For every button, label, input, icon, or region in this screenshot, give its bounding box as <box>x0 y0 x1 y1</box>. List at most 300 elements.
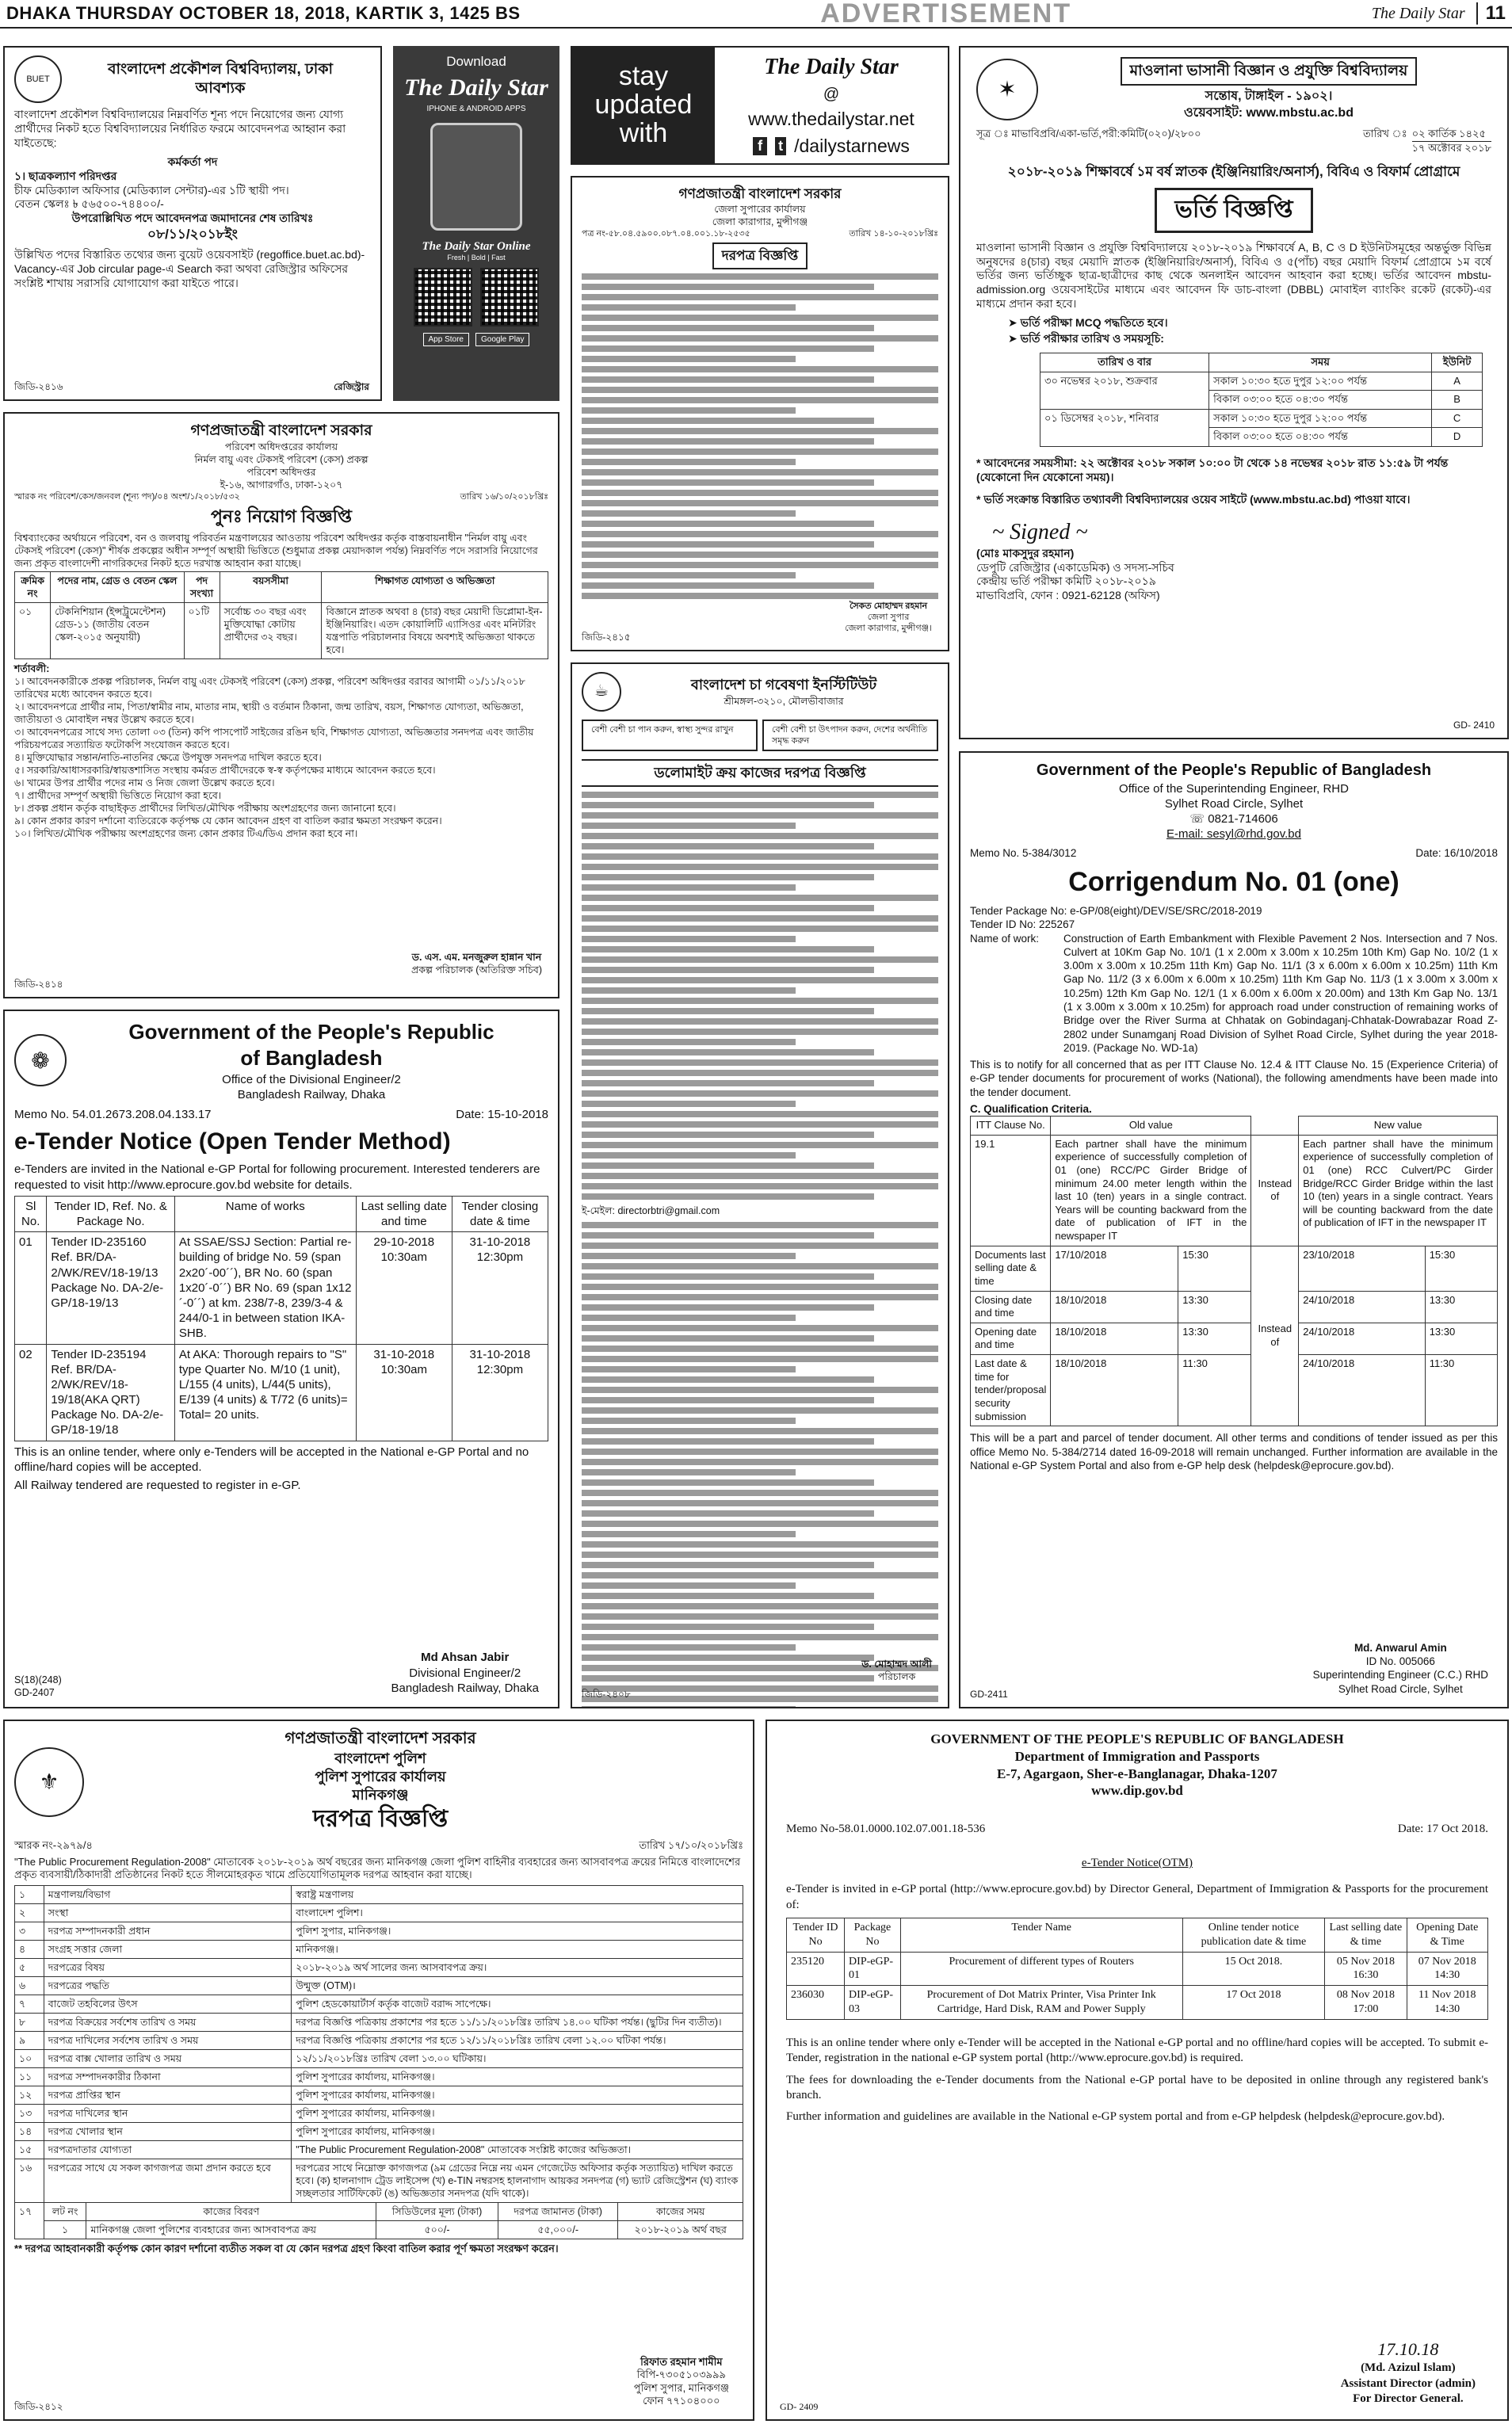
table-cell: 13:30 <box>1178 1291 1251 1323</box>
jail-signer-title: জেলা সুপার <box>867 612 910 622</box>
mbstu-date-2: ১৭ অক্টোবর ২০১৮ <box>1411 141 1491 154</box>
dip-web[interactable]: www.dip.gov.bd <box>1091 1783 1183 1799</box>
doe-intro: বিশ্বব্যাংকের অর্থায়নে পরিবেশ, বন ও জলবায়ু পরিবর্তন মন্ত্রণালয়ের আওতায় পরিবেশ অধিদপ্তর কর্তৃক বাস্তবায়নাধীন "নির্মল বায়ু এবং টেকসই পরিবেশ (কেস)" শীর্ষক প্রকল্পের অধীন সম্পূর্ণ অস্থায়ী ভিত্তিতে (শুধুমাত্র প্রকল্প মেয়াদকাল পর্যন্ত) নিম্নবর্ণিত পদে সরাসরি নিয়োগের জন্য প্রকৃত বাংলাদেশী নাগরিকদের নিকট হতে দরখাস্ত আহবান করা যাচ্ছে। <box>14 532 538 569</box>
table-cell: ৮ <box>15 2013 44 2031</box>
table-cell: ১ <box>15 1885 44 1903</box>
table-cell: 19.1 <box>971 1135 1051 1246</box>
table-cell: 24/10/2018 <box>1299 1355 1425 1426</box>
dip-signer-for: For Director General. <box>1353 2392 1464 2405</box>
table-cell: ১৫ <box>15 2140 44 2159</box>
rail-signer-org: Bangladesh Railway, Dhaka <box>391 1681 539 1695</box>
mbstu-signer-org: মাভাবিপ্রবি, ফোন : 0921-62128 (অফিস) <box>976 589 1160 602</box>
ad-stay-updated <box>571 46 949 165</box>
table-header-cell: Last selling date & time <box>1325 1918 1407 1952</box>
table-cell: 18/10/2018 <box>1051 1355 1178 1426</box>
mbstu-bullet-2: ➤ ভর্তি পরীক্ষার তারিখ ও সময়সূচি: <box>1008 332 1164 345</box>
mbstu-web: ওয়েবসাইট: www.mbstu.ac.bd <box>1184 105 1354 120</box>
table-cell: ৬ <box>15 1976 44 1995</box>
masthead-brand: The Daily Star <box>1371 4 1465 22</box>
header-right <box>1372 2 1506 25</box>
buet-header <box>14 55 371 103</box>
table-cell: ৫ <box>15 1958 44 1976</box>
mbstu-logo-icon: ✶ <box>976 59 1038 120</box>
table-header-cell: Tender ID No <box>787 1918 845 1952</box>
table-row <box>15 2049 743 2067</box>
table-header <box>15 571 548 602</box>
police-signer-title: পুলিশ সুপার, মানিকগঞ্জ <box>633 2381 729 2394</box>
rhd-name-label: Name of work: <box>970 932 1040 945</box>
ad-mbstu <box>959 46 1509 739</box>
buet-logo-icon: BUET <box>14 55 62 103</box>
table-cell: B <box>1432 391 1483 410</box>
police-table <box>14 1885 743 2203</box>
police-title: গণপ্রজাতন্ত্রী বাংলাদেশ সরকার <box>284 1730 476 1747</box>
table-cell: ১৭ <box>15 2202 44 2239</box>
table-header-cell: Old value <box>1051 1117 1251 1136</box>
mbstu-code: GD- 2410 <box>1453 719 1495 731</box>
table-cell: ০১ ডিসেম্বর ২০১৮, শনিবার <box>1040 409 1209 446</box>
stay-line-1: stay <box>618 61 669 92</box>
jail-line-2: জেলা কারাগার, মুন্সীগঞ্জ <box>712 216 808 227</box>
ad-buet <box>3 46 382 401</box>
list-item: ৯। কোন প্রকার কারণ দর্শানো ব্যতিরেকে কর্তৃপক্ষ যে কোন আবেদন গ্রহণ বা বাতিল করার ক্ষমতা সংরক্ষণ করেন। <box>14 815 442 826</box>
table-header-cell: Package No <box>845 1918 901 1952</box>
jail-title: গণপ্রজাতন্ত্রী বাংলাদেশ সরকার <box>678 186 842 201</box>
ad-dorpotro-jail <box>571 176 949 651</box>
table-row <box>971 1323 1498 1354</box>
police-line-2: পুলিশ সুপারের কার্যালয় <box>315 1768 446 1785</box>
dip-p2: The fees for downloading the e-Tender documents from the National e-GP portal have to be deposited in online through any registered bank's branch. <box>786 2073 1488 2101</box>
table-header <box>971 1117 1498 1136</box>
doe-cond-title: শর্তাবলী: <box>14 662 50 674</box>
table-row <box>15 2031 743 2049</box>
table-cell: 11:30 <box>1425 1355 1497 1426</box>
table-cell: DIP-eGP-01 <box>845 1952 901 1986</box>
dip-heading: e-Tender Notice(OTM) <box>1081 1857 1193 1870</box>
buet-deadline: ০৮/১১/২০১৮ইং <box>147 227 238 242</box>
table-cell: বাংলাদেশ পুলিশ। <box>292 1903 743 1922</box>
table-cell: মানিকগঞ্জ জেলা পুলিশের ব্যবহারের জন্য আসবাবপত্র ক্রয় <box>86 2220 376 2239</box>
table-cell: ১৪ <box>15 2122 44 2140</box>
table-row <box>15 2104 743 2122</box>
doe-post-table <box>14 571 548 659</box>
table-header-cell: Last selling date and time <box>356 1196 452 1231</box>
buet-deadline-label: উপরোল্লিখিত পদে আবেদনপত্র জমাদানের শেষ তারিখঃ <box>71 212 314 225</box>
tea-slogan-2: বেশী বেশী চা উৎপাদন করুন, দেশের অর্থনীতি সমৃদ্ধ করুন <box>762 720 938 751</box>
table-header-cell: Tender Name <box>900 1918 1182 1952</box>
table-cell: দরপত্রের পদ্ধতি <box>44 1976 291 1995</box>
buet-scale: বেতন স্কেলঃ ৳ ৫৬৫০০-৭৪৪০০/- <box>14 197 164 211</box>
table-cell: বাজেট তহবিলের উৎস <box>44 1995 291 2013</box>
rhd-package: Tender Package No: e-GP/08(eight)/DEV/SE/SRC/2018-2019 <box>970 905 1262 918</box>
rhd-date: Date: 16/10/2018 <box>1415 847 1498 860</box>
table-cell: 236030 <box>787 1986 845 2020</box>
table-header-cell: দরপত্র জামানত (টাকা) <box>498 2202 618 2220</box>
tea-signer-title: পরিচালক <box>877 1671 916 1682</box>
rail-memo: Memo No. 54.01.2673.208.04.133.17 <box>14 1107 212 1121</box>
jail-heading: দরপত্র বিজ্ঞপ্তি <box>712 242 808 269</box>
list-item: ১। আবেদনকারীকে প্রকল্প পরিচালক, নির্মল বায়ু এবং টেকসই পরিবেশ (কেস) প্রকল্প, পরিবেশ অধিদপ্তর বরাবর আগামী ০১/১১/২০১৮ তারিখের মধ্যে আবেদন করতে হবে। <box>14 675 525 700</box>
jail-signer-org: জেলা কারাগার, মুন্সীগঞ্জ। <box>845 623 932 633</box>
mbstu-note-1: * আবেদনের সময়সীমা: ২২ অক্টোবর ২০১৮ সকাল ১০:০০ টা থেকে ১৪ নভেম্বর ২০১৮ রাত ১১:৫৯ টা পর্যন্ত (যেকোনো দিন যেকোনো সময়)। <box>976 456 1449 484</box>
table-cell: ২ <box>15 1903 44 1922</box>
table-header-cell: Sl No. <box>15 1196 47 1231</box>
tea-table-lines-2 <box>582 1222 938 1708</box>
doe-line-2: নির্মল বায়ু এবং টেকসই পরিবেশ (কেস) প্রকল্প <box>194 454 368 466</box>
table-cell: বিজ্ঞানে স্নাতক অথবা ৪ (চার) বছর মেয়াদী ডিপ্লোমা-ইন-ইঞ্জিনিয়ারিং। এতদ কোয়ালিটি এ্যাসিওর এবং মনিটরিং যন্ত্রপাতি পরিচালনার বিষয়ে অবশ্যই অভিজ্ঞতা থাকতে হবে। <box>322 602 548 658</box>
rail-office-1: Office of the Divisional Engineer/2 <box>222 1072 401 1086</box>
table-cell: At AKA: Thorough repairs to "S" type Quarter No. M/10 (1 unit), L/155 (4 units), L/44(5 units), E/139 (4 units) & T/72 (6 units)= Total= 20 units. <box>174 1344 356 1441</box>
table-cell: দরপত্রের সাথে যে সকল কাগজপত্র জমা প্রদান করতে হবে <box>44 2159 291 2202</box>
table-cell: ২০১৮-২০১৯ অর্থ সালের জন্য আসবাবপত্র ক্রয়। <box>292 1958 743 1976</box>
table-cell: ১২/১১/২০১৮খ্রিঃ তারিখ বেলা ১৩.০০ ঘটিকায়। <box>292 2049 743 2067</box>
table-header-cell: কাজের বিবরণ <box>86 2202 376 2220</box>
table-header-cell: ইউনিট <box>1432 353 1483 372</box>
table-cell: Tender ID-235160 Ref. BR/DA-2/WK/REV/18-19/13 Package No. DA-2/e-GP/18-19/13 <box>47 1232 175 1344</box>
table-row <box>787 1952 1488 1986</box>
table-cell: 01 <box>15 1232 47 1344</box>
table-cell: দরপত্রের সাথে নিম্নোক্ত কাগজপত্র (৯ম গ্রেডের নিম্নে নয় এমন গেজেটেড অফিসার কর্তৃক সত্যায়িত) দাখিল করতে হবে। (ক) হালনাগাদ ট্রেড লাইসেন্স (খ) e-TIN নম্বরসহ হালনাগাদ আয়কর সনদপত্র (গ) ভ্যাট রেজিস্ট্রেশন (ঘ) ব্যাংক সচ্ছলতার সার্টিফিকেট (ঙ) অভিজ্ঞতার সনদপত্র (যদি থাকে)। <box>292 2159 743 2202</box>
table-cell: টেকনিশিয়ান (ইন্সট্রুমেন্টেশন) গ্রেড-১১ (জাতীয় বেতন স্কেল-২০১৫ অনুযায়ী) <box>51 602 184 658</box>
dip-sig-date: 17.10.18 <box>1377 2339 1439 2360</box>
doe-date: তারিখ ১৬/১০/২০১৮খ্রিঃ <box>460 492 548 502</box>
table-row <box>971 1355 1498 1426</box>
table-row <box>15 1885 743 1903</box>
buet-post: চীফ মেডিক্যাল অফিসার (মেডিক্যাল সেন্টার)-এর ১টি স্থায়ী পদ। <box>14 183 289 197</box>
buet-sign: রেজিস্ট্রার <box>334 380 369 392</box>
tea-title: বাংলাদেশ চা গবেষণা ইনস্টিটিউট <box>690 677 877 693</box>
table-cell: 17 Oct 2018 <box>1182 1986 1325 2020</box>
table-cell: Closing date and time <box>971 1291 1051 1323</box>
table-cell: দরপত্র বাক্স খোলার তারিখ ও সময় <box>44 2049 291 2067</box>
rhd-signer-id: ID No. 005066 <box>1365 1655 1435 1668</box>
buet-dept: কর্মকর্তা পদ <box>167 155 218 168</box>
jail-date: তারিখ ১৪-১০-২০১৮খ্রিঃ <box>849 228 938 239</box>
table-cell: উন্মুক্ত (OTM)। <box>292 1976 743 1995</box>
table-cell: দরপত্র সম্পাদনকারী প্রধান <box>44 1922 291 1940</box>
list-item: ২। আবেদনপত্রে প্রার্থীর নাম, পিতা/স্বামীর নাম, মাতার নাম, স্থায়ী ও বর্তমান ঠিকানা, জন্ম তারিখ, বয়স, শিক্ষাগত যোগ্যতা, অভিজ্ঞতা, জাতীয়তা ও মোবাইল নম্বর উল্লেখ করতে হবে। <box>14 700 524 725</box>
list-item: ৪। মুক্তিযোদ্ধার সন্তান/নাতি-নাতনির ক্ষেত্রে উপযুক্ত সনদপত্র দাখিল করতে হবে। <box>14 751 322 763</box>
rhd-tender-id: Tender ID No: 225267 <box>970 918 1075 931</box>
mbstu-title: মাওলানা ভাসানী বিজ্ঞান ও প্রযুক্তি বিশ্ববিদ্যালয় <box>1121 57 1418 86</box>
table-header <box>787 1918 1488 1952</box>
dateline: DHAKA THURSDAY OCTOBER 18, 2018, KARTIK 3, 1425 BS <box>6 3 521 23</box>
jail-memo: পত্র নং-৫৮.০৪.৫৯০০.০৮৭.০৪.০০১.১৮-২৫৩৫ <box>582 228 750 239</box>
table-row <box>15 1940 743 1958</box>
table-header-cell: তারিখ ও বার <box>1040 353 1209 372</box>
table-cell: 29-10-2018 10:30am <box>356 1232 452 1344</box>
rhd-criteria: C. Qualification Criteria. <box>970 1102 1092 1115</box>
table-cell: দরপত্র বিজ্ঞপ্তি পত্রিকায় প্রকাশের পর হতে ১২/১১/২০১৮খ্রিঃ তারিখ বেলা ১২.০০ ঘটিকা পর্যন্ত। <box>292 2031 743 2049</box>
table-cell: দরপত্র খোলার স্থান <box>44 2122 291 2140</box>
table-cell: বিকাল ০৩:০০ হতে ০৪:৩০ পর্যন্ত <box>1209 391 1432 410</box>
table-cell: Documents last selling date & time <box>971 1246 1051 1291</box>
police-signer-phone: ফোন ৭৭১০৪০০০ <box>643 2395 720 2407</box>
table-header-cell: Name of works <box>174 1196 356 1231</box>
stay-line-2: updated <box>594 90 693 120</box>
stay-at: @ <box>823 85 840 103</box>
table-cell: ১০ <box>15 2049 44 2067</box>
table-cell: ০১ <box>15 602 51 658</box>
table-cell: দরপত্র বিক্রয়ের সর্বশেষ তারিখ ও সময় <box>44 2013 291 2031</box>
list-item: ৬। খামের উপর প্রার্থীর পদের নাম ও নিজ জেলা উল্লেখ করতে হবে। <box>14 777 275 788</box>
table-cell: Procurement of Dot Matrix Printer, Visa Printer Ink Cartridge, Hard Disk, RAM and Power Supply <box>900 1986 1182 2020</box>
mbstu-note-2: * ভর্তি সংক্রান্ত বিস্তারিত তথ্যাবলী বিশ্ববিদ্যালয়ের ওয়েব সাইটে (www.mbstu.ac.bd) পাওয়া যাবে। <box>976 492 1411 506</box>
table-row <box>15 2159 743 2202</box>
table-cell: মন্ত্রণালয়/বিভাগ <box>44 1885 291 1903</box>
tea-code: জিডি-২৪০৮ <box>582 1688 631 1700</box>
table-cell: 15:30 <box>1178 1246 1251 1291</box>
mbstu-place: সন্তোষ, টাঙ্গাইল - ১৯০২। <box>1205 90 1333 104</box>
app-store-badge[interactable]: App Store <box>423 333 469 346</box>
buet-title: বাংলাদেশ প্রকৌশল বিশ্ববিদ্যালয়, ঢাকা <box>107 60 334 78</box>
stay-url[interactable]: www.thedailystar.net <box>748 109 914 130</box>
doe-code: জিডি-২৪১৪ <box>14 978 63 990</box>
table-cell: Opening date and time <box>971 1323 1051 1354</box>
table-cell: 11 Nov 2018 14:30 <box>1407 1986 1488 2020</box>
table-row <box>1040 409 1483 428</box>
doe-line-1: পরিবেশ অধিদপ্তরের কার্যালয় <box>224 441 338 453</box>
stay-social[interactable]: /dailystarnews <box>794 135 910 156</box>
table-row <box>15 1995 743 2013</box>
table-cell: 23/10/2018 <box>1299 1246 1425 1291</box>
stay-left <box>572 48 715 163</box>
table-cell: DIP-eGP-03 <box>845 1986 901 2020</box>
table-header-cell: লট নং <box>44 2202 86 2220</box>
table-cell: দরপত্র সম্পাদনকারীর ঠিকানা <box>44 2067 291 2086</box>
rhd-email[interactable]: E-mail: sesyl@rhd.gov.bd <box>1166 827 1301 842</box>
table-header-cell: ক্রমিক নং <box>15 571 51 602</box>
qr-code-ios-icon <box>414 268 472 326</box>
doe-title: গণপ্রজাতন্ত্রী বাংলাদেশ সরকার <box>190 422 372 439</box>
ad-railway-tender <box>3 1010 559 1708</box>
police-signer: রিফাত রহমান শামীম <box>640 2355 723 2368</box>
page-number: 11 <box>1476 2 1506 25</box>
rhd-heading: Corrigendum No. 01 (one) <box>1068 866 1399 897</box>
table-cell: পুলিশ হেডকোয়ার্টার্স কর্তৃক বাজেট বরাদ্দ সাপেক্ষে। <box>292 1995 743 2013</box>
dip-signer: (Md. Azizul Islam) <box>1361 2361 1456 2375</box>
dip-signer-title: Assistant Director (admin) <box>1340 2376 1476 2390</box>
stay-brand: The Daily Star <box>764 54 899 79</box>
mbstu-signer-title: ডেপুটি রেজিস্ট্রার (একাডেমিক) ও সদস্য-সচিব <box>976 560 1174 574</box>
table-header-cell: Tender ID, Ref. No. & Package No. <box>47 1196 175 1231</box>
table-cell: ৪ <box>15 1940 44 1958</box>
table-cell: সকাল ১০:৩০ হতে দুপুর ১২:০০ পর্যন্ত <box>1209 409 1432 428</box>
list-item: ৭। প্রার্থীদের সম্পূর্ণ অস্থায়ী ভিত্তিতে নিয়োগ করা হবে। <box>14 789 222 801</box>
table-header-cell: কাজের সময় <box>618 2202 743 2220</box>
police-heading: দরপত্র বিজ্ঞপ্তি <box>312 1805 449 1832</box>
table-cell: 08 Nov 2018 17:00 <box>1325 1986 1407 2020</box>
dip-dept: Department of Immigration and Passports <box>1014 1748 1260 1764</box>
rail-signer-title: Divisional Engineer/2 <box>409 1666 521 1680</box>
police-line-1: বাংলাদেশ পুলিশ <box>334 1750 426 1766</box>
police-lot-table <box>14 2202 743 2239</box>
table-cell: 02 <box>15 1344 47 1441</box>
table-header-cell: New value <box>1299 1117 1498 1136</box>
table-row <box>1040 372 1483 391</box>
rhd-signer-title: Superintending Engineer (C.C.) RHD <box>1312 1669 1488 1682</box>
rhd-para: This is to notify for all concerned that as per ITT Clause No. 12.4 & ITT Clause No. 15 (Experience Criteria) of e-GP tender documents for procurement of works (National), the following amendments have been made into the tender document. <box>970 1059 1498 1098</box>
table-cell: সর্বোচ্চ ৩০ বছর এবং মুক্তিযোদ্ধা কোটায় প্রার্থীদের ৩২ বছর। <box>220 602 322 658</box>
rail-code-2: GD-2407 <box>14 1687 55 1698</box>
table-header-cell: Tender closing date & time <box>452 1196 548 1231</box>
table-cell: A <box>1432 372 1483 391</box>
tea-table-lines <box>582 792 938 1200</box>
table-cell: Last date & time for tender/proposal security submission <box>971 1355 1051 1426</box>
doe-line-3: পরিবেশ অধিদপ্তর <box>246 467 316 479</box>
table-cell: 15:30 <box>1425 1246 1497 1291</box>
section-title: ADVERTISEMENT <box>820 0 1072 29</box>
dip-memo: Memo No-58.01.0000.102.07.001.18-536 <box>786 1823 986 1835</box>
table-cell: দরপত্র বিজ্ঞপ্তি পত্রিকায় প্রকাশের পর হতে ১১/১১/২০১৮খ্রিঃ তারিখ ১৪.০০ ঘটিকা পর্যন্ত। (ছুটির দিন ব্যতীত)। <box>292 2013 743 2031</box>
dip-p1: This is an online tender where only e-Tender will be accepted in the National e-GP portal and no offline/hard copies will be accepted. To submit e-Tender, registration in the national e-GP system portal (http://www.eprocure.gov.bd) is required. <box>786 2037 1488 2065</box>
rhd-foot: This will be a part and parcel of tender document. All other terms and conditions of tender issued as per this office Memo No. 5-384/2714 dated 16-09-2018 will remain unchanged. Further information are available in the National e-GP System Portal and also from e-GP help desk (helpdesk@eprocure.gov.bd). <box>970 1432 1498 1472</box>
ad-rhd-corrigendum <box>959 751 1509 1708</box>
rhd-office-1: Office of the Superintending Engineer, RHD <box>1119 781 1349 796</box>
table-cell: ১ <box>44 2220 86 2239</box>
rail-code-1: S(18)(248) <box>14 1674 62 1685</box>
dip-addr: E-7, Agargaon, Sher-e-Banglanagar, Dhaka-1207 <box>997 1766 1277 1781</box>
buet-code: জিডি-২৪১৬ <box>14 380 63 392</box>
table-cell: 15 Oct 2018. <box>1182 1952 1325 1986</box>
table-cell: 13:30 <box>1178 1323 1251 1354</box>
google-play-badge[interactable]: Google Play <box>475 333 529 346</box>
table-cell: দরপত্র প্রাপ্তির স্থান <box>44 2086 291 2104</box>
table-cell: বিকাল ০৩:০০ হতে ০৪:৩০ পর্যন্ত <box>1209 428 1432 447</box>
table-cell: 17/10/2018 <box>1051 1246 1178 1291</box>
table-header-cell: শিক্ষাগত যোগ্যতা ও অভিজ্ঞতা <box>322 571 548 602</box>
police-footnote: ** দরপত্র আহবানকারী কর্তৃপক্ষ কোন কারণ দর্শানো ব্যতীত সকল বা যে কোন দরপত্র গ্রহণ কিংবা বাতিল করার পূর্ণ ক্ষমতা সংরক্ষণ করেন। <box>14 2242 559 2254</box>
mbstu-bullet-1: ➤ ভর্তি পরীক্ষা MCQ পদ্ধতিতে হবে। <box>1008 316 1168 330</box>
table-cell: 24/10/2018 <box>1299 1291 1425 1323</box>
buet-subtitle: আবশ্যক <box>195 80 246 97</box>
jail-line-1: জেলা সুপারের কার্যালয় <box>714 203 806 215</box>
table-cell: সংগ্রহ সত্তার জেলা <box>44 1940 291 1958</box>
tea-signer: ড. মোহাম্মদ আলী <box>861 1659 932 1670</box>
rail-tender-table <box>14 1196 548 1441</box>
dip-tender-table <box>786 1918 1488 2020</box>
table-cell: দরপত্রের বিষয় <box>44 1958 291 1976</box>
jail-code: জিডি-২৪১৫ <box>582 631 631 643</box>
table-row <box>15 2013 743 2031</box>
table-cell: সংস্থা <box>44 1903 291 1922</box>
table-cell: 11:30 <box>1178 1355 1251 1426</box>
rhd-memo: Memo No. 5-384/3012 <box>970 847 1077 860</box>
facebook-icon[interactable]: f <box>753 137 767 155</box>
dip-intro: e-Tender is invited in e-GP portal (http://www.eprocure.gov.bd) by Director General, Department of Immigration & Passports for the procurement of: <box>786 1883 1488 1911</box>
jail-signer: সৈকত মোহাম্মদ রহমান <box>849 601 928 611</box>
doe-signer: ড. এস. এম. মনজুরুল হান্নান খান <box>411 952 542 963</box>
table-header-cell: পদ সংখ্যা <box>184 571 220 602</box>
app-platform: IPHONE & ANDROID APPS <box>426 105 526 113</box>
mbstu-date-1: ০২ কার্তিক ১৪২৫ <box>1412 128 1491 142</box>
table-header-cell: Online tender notice publication date & time <box>1182 1918 1325 1952</box>
mbstu-body: মাওলানা ভাসানী বিজ্ঞান ও প্রযুক্তি বিশ্ববিদ্যালয়ে ২০১৮-২০১৯ শিক্ষাবর্ষে A, B, C ও D ইউনিটসমূহের অন্তর্ভুক্ত বিভিন্ন অনুষদের ৪(চার) বছর মেয়াদি স্নাতক (ইঞ্জিনিয়ারিং/অনার্স), বিবিএ ও ৫(পাঁচ) বছর মেয়াদি বিফার্ম প্রোগ্রামে ১ম বর্ষে ভর্তির জন্য ভর্তিচ্ছুক ছাত্র-ছাত্রীদের কাছ থেকে অনলাইন আবেদন আহবান করা হচ্ছে। ভর্তির আবেদন mbstu-admission.org ওয়েবসাইটের মাধ্যমে এবং আবেদন ফি ডাচ-বাংলা (DBBL) মোবাইল ব্যাংকিং রকেট (রকেট)-এর মাধ্যমে প্রদান করা হবে। <box>976 240 1491 311</box>
table-cell: ৩০ নভেম্বর ২০১৮, শুক্রবার <box>1040 372 1209 409</box>
rail-signer: Md Ahsan Jabir <box>421 1651 510 1665</box>
table-row <box>971 1291 1498 1323</box>
table-row <box>15 2220 743 2239</box>
rhd-office-2: Sylhet Road Circle, Sylhet <box>1164 796 1304 811</box>
app-tagline: Fresh | Bold | Fast <box>447 254 506 261</box>
buet-intro: বাংলাদেশ প্রকৌশল বিশ্ববিদ্যালয়ের নিম্নবর্ণিত শূন্য পদে নিয়োগের জন্য যোগ্য প্রার্থীদের নিকট হতে বিশ্ববিদ্যালয়ের নির্ধারিত ফরমে আবেদনপত্র আহ্বান করা যাইতেছে: <box>14 108 346 149</box>
table-cell: ১২ <box>15 2086 44 2104</box>
table-row <box>15 602 548 658</box>
table-cell: সকাল ১০:৩০ হতে দুপুর ১২:০০ পর্যন্ত <box>1209 372 1432 391</box>
table-cell: ৭ <box>15 1995 44 2013</box>
doe-line-4: ই-১৬, আগারগাঁও, ঢাকা-১২০৭ <box>220 479 343 491</box>
police-memo: স্মারক নং-২৯৭৯/৪ <box>14 1839 93 1852</box>
rhd-title: Government of the People's Republic of Bangladesh <box>1036 762 1432 779</box>
rhd-phone-row <box>970 811 1498 826</box>
table-cell: 07 Nov 2018 14:30 <box>1407 1952 1488 1986</box>
mbstu-ref: সূত্র ঃ মাভাবিপ্রবি/একা-ভর্তি,পরী:কমিটি(০২০)/২৮০০ <box>976 128 1201 140</box>
table-cell: Instead of <box>1251 1135 1299 1246</box>
rhd-name-text: Construction of Earth Embankment with Flexible Pavement 2 Nos. Intersection and 7 Nos. Culvert at 10Km Gap No. 10/1 (1 x 2.00m x 3.00m x 10.25m 10th Km) Gap No. 10/2 (1 x 3.00m x 3.00m x 10.25m 11th Km) Gap No. 11/1 (3 x 6.00m x 6.00m x 10.25m) 11th Km Gap No. 11/2 (3 x 6.00m x 6.00m x 10.25m) 11th Km Gap No. 11/3 (1 x 3.00m x 3.00m x 10.25m) 12th Km Gap No. 12/1 (1 x 6.00m x 6.00m x 20.00m) and 13th Km Gap No. 13/1 (1 x 3.00m x 3.00m x 10.25m) for approach road under construction of remaining works of Bridge over the River Surma at Chhatak on Gobindaganj-Chhatak-Dowrabazar Road Z-2802 under Sunamganj Road Division of Sylhet Road Circle, Sylhet during the year 2018-2019. (Package No. WD-1a) <box>1063 932 1498 1054</box>
table-cell: দরপত্রদাতার যোগ্যতা <box>44 2140 291 2159</box>
table-row <box>15 1976 743 1995</box>
table-cell: ১৬ <box>15 2159 44 2202</box>
list-item: ১০। লিখিত/মৌখিক পরীক্ষায় অংশগ্রহণের জন্য কোন প্রকার টিএ/ডিএ প্রদান করা হবে না। <box>14 827 358 839</box>
mbstu-header <box>976 57 1491 121</box>
ad-app-promo <box>393 46 559 401</box>
doe-heading: পুনঃ নিয়োগ বিজ্ঞপ্তি <box>210 506 352 527</box>
table-row <box>971 1246 1498 1291</box>
table-cell: স্বরাষ্ট্র মন্ত্রণালয় <box>292 1885 743 1903</box>
police-line-3: মানিকগঞ্জ <box>352 1786 409 1803</box>
dip-title: GOVERNMENT OF THE PEOPLE'S REPUBLIC OF BANGLADESH <box>930 1731 1344 1746</box>
table-cell: ৫৫,০০০/- <box>498 2220 618 2239</box>
table-row <box>15 1922 743 1940</box>
table-cell: পুলিশ সুপারের কার্যালয়, মানিকগঞ্জ। <box>292 2122 743 2140</box>
ad-tea-research <box>571 662 949 1708</box>
mbstu-signer-title-2: কেন্দ্রীয় ভর্তি পরীক্ষা কমিটি ২০১৮-২০১৯ <box>976 575 1156 588</box>
table-row <box>15 1344 548 1441</box>
ad-dip-tender <box>766 1720 1509 2421</box>
table-header-cell: Opening Date & Time <box>1407 1918 1488 1952</box>
doe-signer-title: প্রকল্প পরিচালক (অতিরিক্ত সচিব) <box>410 964 542 975</box>
stay-line-3: with <box>619 117 668 148</box>
gov-emblem-icon: ❁ <box>14 1034 67 1086</box>
list-item: ৫। সরকারি/আধাসরকারি/স্বায়ত্তশাসিত সংস্থায় কর্মরত প্রার্থীদেরকে স্ব-স্ব কর্তৃপক্ষের মাধ্যমে আবেদন করতে হবে। <box>14 764 436 776</box>
table-cell: C <box>1432 409 1483 428</box>
table-cell: 31-10-2018 12:30pm <box>452 1344 548 1441</box>
table-cell: Each partner shall have the minimum experience of successfully completion of 01 (one) RCC/PC Girder Bridge of minimum 24.00 meter length within the last 10 (ten) years in a single contract. Years will be counting backward from the date of publication of IFT in the newspaper IT <box>1051 1135 1251 1246</box>
phone-icon <box>430 123 522 231</box>
table-cell: ৫০০/- <box>376 2220 498 2239</box>
table-cell: Tender ID-235194 Ref. BR/DA-2/WK/REV/18-19/18(AKA QRT) Package No. DA-2/e-GP/18-19/18 <box>47 1344 175 1441</box>
buet-detail: উল্লিখিত পদের বিস্তারিত তথ্যের জন্য বুয়েট ওয়েবসাইট (regoffice.buet.ac.bd)-Vacancy-এর Job circular page-এ Search করা অথবা রেজিস্ট্রার অফিসের সংশ্লিষ্ট শাখায় সরাসরি যোগাযোগ করা যাইতে পারে। <box>14 248 365 289</box>
police-intro: "The Public Procurement Regulation-2008" মোতাবেক ২০১৮-২০১৯ অর্থ বছরের জন্য মানিকগঞ্জ জেলা পুলিশ বাহিনীর ব্যবহারের জন্য আসবাবপত্র ক্রয়ের নিমিত্তে বাংলাদেশের প্রকৃত ব্যবসায়ী/ঠিকাদারী প্রতিষ্ঠানের নিকট হতে সীলমোহরকৃত খামে প্রতিযোগিতামূলক দরপত্র আহবান করা যাচ্ছে। <box>14 1855 741 1881</box>
table-cell: 05 Nov 2018 16:30 <box>1325 1952 1407 1986</box>
mbstu-signer: (মোঃ মাকসুদুর রহমান) <box>976 546 1075 559</box>
mbstu-program: ২০১৮-২০১৯ শিক্ষাবর্ষে ১ম বর্ষ স্নাতক (ইঞ্জিনিয়ারিং/অনার্স), বিবিএ ও বিফার্ম প্রোগ্রামে <box>1007 163 1460 179</box>
rail-title-2: of Bangladesh <box>240 1046 383 1071</box>
dip-p3: Further information and guidelines are available in the National e-GP system portal and from e-GP helpdesk (helpdesk@eprocure.gov.bd). <box>786 2109 1445 2123</box>
rail-note-2: All Railway tendered are requested to register in e-GP. <box>14 1479 301 1493</box>
table-cell: ০১টি <box>184 602 220 658</box>
table-cell: ৯ <box>15 2031 44 2049</box>
tea-email[interactable]: ই-মেইল: directorbtri@gmail.com <box>582 1205 720 1217</box>
table-header-cell: পদের নাম, গ্রেড ও বেতন স্কেল <box>51 571 184 602</box>
table-row <box>15 2086 743 2104</box>
twitter-icon[interactable]: t <box>775 137 786 155</box>
app-brand: The Daily Star <box>404 74 548 101</box>
table-cell: Procurement of different types of Routers <box>900 1952 1182 1986</box>
rhd-signer: Md. Anwarul Amin <box>1354 1641 1447 1654</box>
table-header-cell: সিডিউলের মূল্য (টাকা) <box>376 2202 498 2220</box>
page-header <box>0 0 1512 29</box>
